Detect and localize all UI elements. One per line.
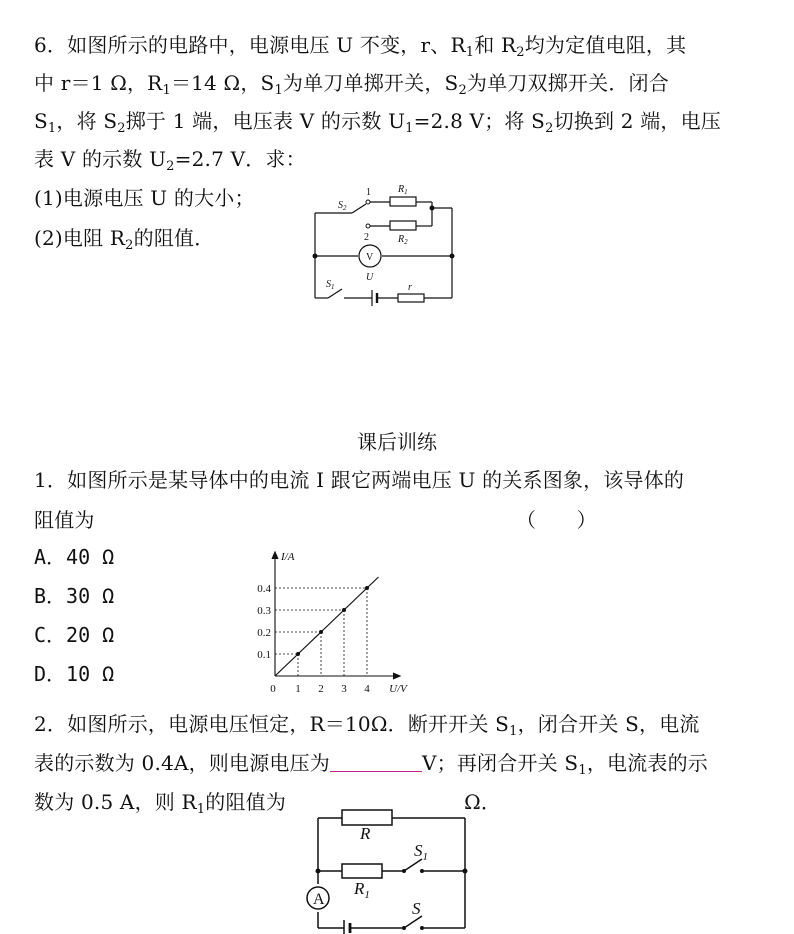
- q2-line3: 数为 0.5 A，则 $R_1$的阻值为 Ω．: [34, 790, 502, 817]
- q6-circuit-diagram: [300, 178, 470, 308]
- y-tick-label: 0.4: [257, 583, 271, 595]
- svg-text:S1: $S_1$: [414, 841, 428, 863]
- section-title: 课后训练: [357, 430, 437, 454]
- q2-circuit-diagram: [300, 806, 475, 934]
- y-tick-label: 0.2: [257, 627, 271, 639]
- svg-text:R1: $R_1$: [354, 879, 370, 901]
- iu-line: [275, 577, 379, 676]
- q1-option-c: C．20 Ω: [34, 623, 115, 647]
- q6-line2: 中 r＝1 Ω，$R_1=14$ Ω，$S_1$为单刀单掷开关，$S_2$为单刀双掷开关．闭合: [34, 71, 669, 98]
- r2-resistor: [390, 221, 416, 230]
- svg-text:S: S: [412, 899, 421, 918]
- x-axis-label: U/V: [389, 683, 407, 695]
- q1-option-d: D．10 Ω: [34, 662, 115, 686]
- r1-resistor: [342, 864, 382, 878]
- svg-text:2: 2: [364, 232, 369, 243]
- svg-text:S2: $S_2$: [338, 200, 347, 212]
- y-tick-label: 0.1: [257, 649, 271, 661]
- q6-part2: (2)电阻 $R_2$的阻值．: [34, 226, 215, 253]
- iu-graph: [250, 548, 420, 698]
- r-resistor: [398, 294, 424, 302]
- x-tick-label: 1: [295, 683, 301, 695]
- y-axis-label: I/A: [281, 551, 295, 563]
- q6-line4: 表 V 的示数 $U_2=2.7$ V．求：: [34, 147, 306, 174]
- x-tick-label: 4: [364, 683, 370, 695]
- x-tick-label: 3: [341, 683, 347, 695]
- q6-line1: 6．如图所示的电路中，电源电压 U 不变，r、$R_1$和 $R_2$均为定值电阻，其: [34, 33, 687, 60]
- svg-text:R1: $R_1$: [398, 184, 408, 196]
- q1-answer-paren: （ ）: [516, 508, 597, 532]
- svg-text:R: R: [360, 824, 371, 843]
- svg-text:A: A: [313, 891, 325, 908]
- q2-line1: 2．如图所示，电源电压恒定，R＝10Ω．断开开关 $S_1$，闭合开关 S，电流: [34, 712, 700, 739]
- svg-text:U: U: [366, 272, 374, 283]
- svg-text:S1: $S_1$: [326, 279, 335, 291]
- q1-line1: 1．如图所示是某导体中的电流 I 跟它两端电压 U 的关系图象，该导体的: [34, 468, 685, 492]
- svg-text:r: r: [408, 282, 412, 293]
- svg-text:V: V: [366, 252, 374, 263]
- y-tick-label: 0.3: [257, 605, 271, 617]
- origin-label: 0: [270, 683, 276, 695]
- x-tick-label: 2: [318, 683, 324, 695]
- svg-text:R2: $R_2$: [398, 234, 408, 246]
- q1-line2: 阻值为: [34, 508, 95, 532]
- q1-option-a: A．40 Ω: [34, 545, 115, 569]
- svg-text:1: 1: [366, 187, 371, 198]
- q6-part1: (1)电源电压 U 的大小；: [34, 186, 255, 210]
- q2-line2: 表的示数为 0.4A，则电源电压为 V；再闭合开关 $S_1$，电流表的示: [34, 751, 709, 778]
- r-resistor: [342, 810, 392, 825]
- q1-option-b: B．30 Ω: [34, 584, 115, 608]
- q6-line3: $S_1$，将 $S_2$掷于 1 端，电压表 V 的示数 $U_1=2.8$ V；将 $S_2$切换到 2 端，电压: [34, 109, 722, 136]
- r1-resistor: [390, 197, 416, 206]
- voltage-answer-blank[interactable]: [330, 753, 422, 772]
